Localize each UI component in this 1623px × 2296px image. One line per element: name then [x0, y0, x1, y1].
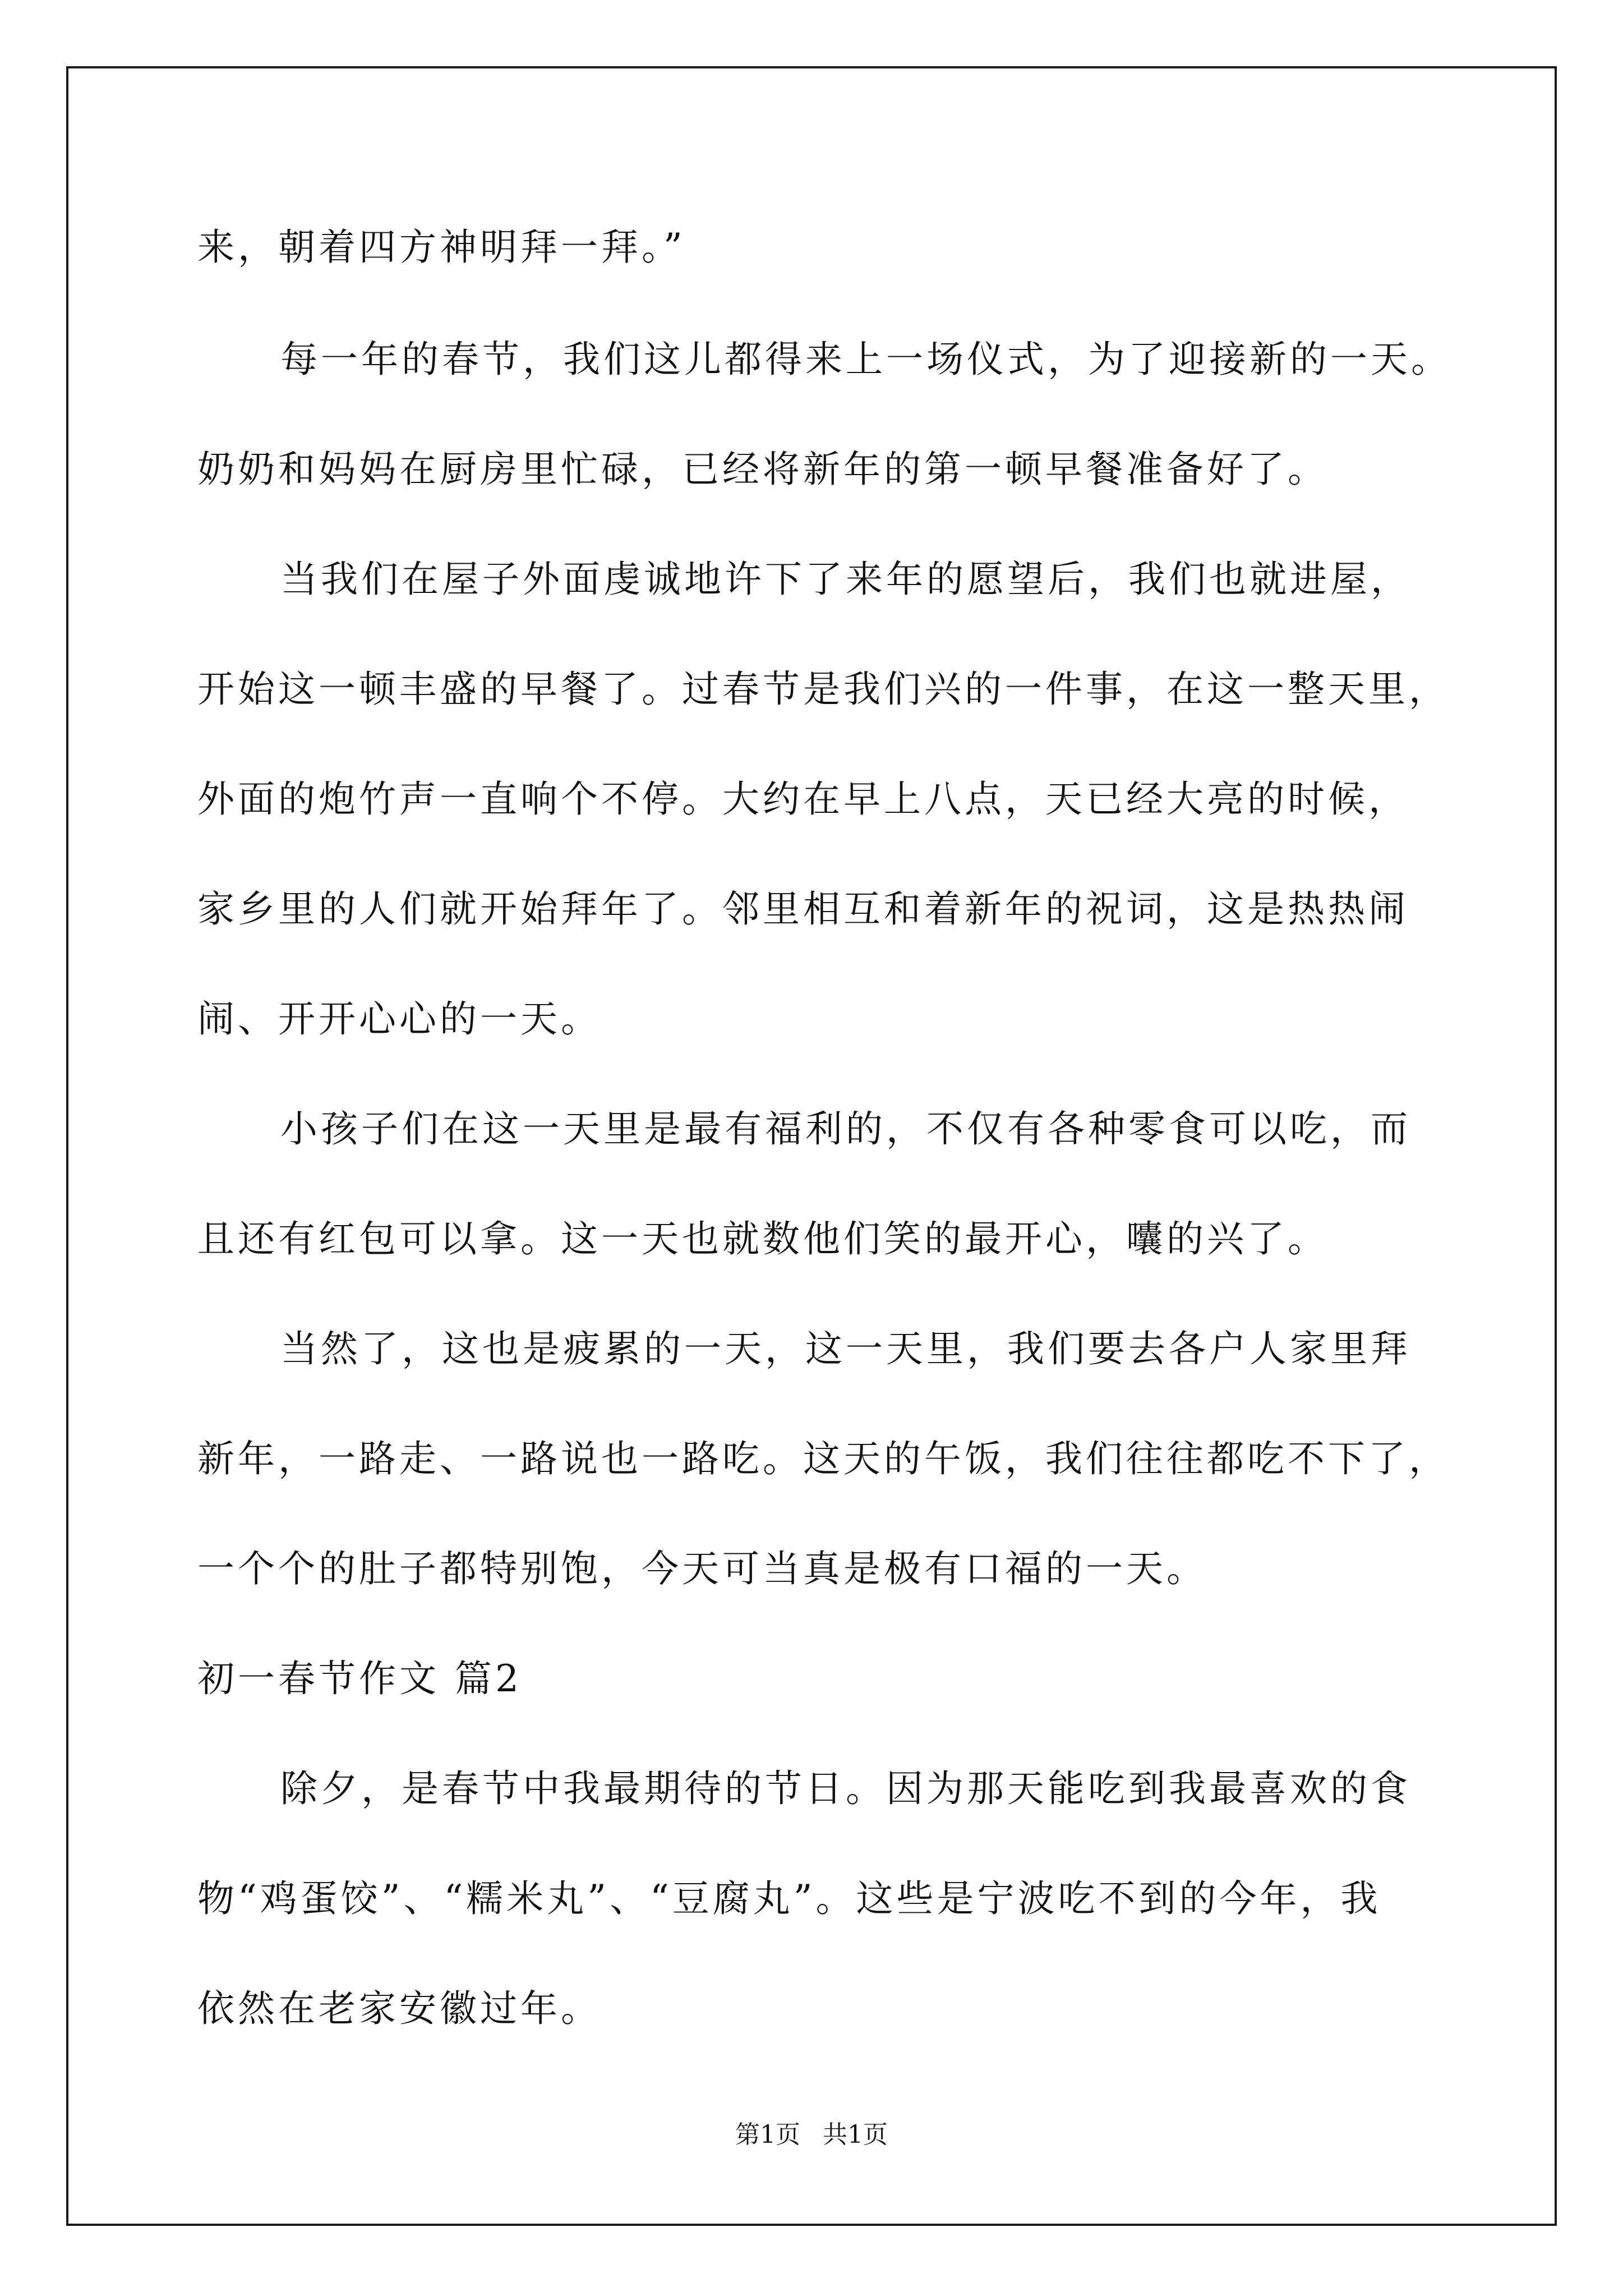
body-line-2: 每一年的春节，我们这儿都得来上一场仪式，为了迎接新的一天。	[280, 338, 1451, 381]
section-heading: 初一春节作文 篇2	[197, 1657, 522, 1700]
body-line-7: 家乡里的人们就开始拜年了。邻里相互和着新年的祝词，这是热热闹	[197, 887, 1409, 931]
page-footer	[0, 2118, 1623, 2152]
body-line-10: 且还有红包可以拿。这一天也就数他们笑的最开心，囔的兴了。	[197, 1217, 1328, 1260]
body-line-16: 物“鸡蛋饺”、“糯米丸”、“豆腐丸”。这些是宁波吃不到的今年，我	[197, 1877, 1381, 1920]
body-line-5: 开始这一顿丰盛的早餐了。过春节是我们兴的一件事，在这一整天里，	[197, 668, 1449, 711]
body-line-4: 当我们在屋子外面虔诚地许下了来年的愿望后，我们也就进屋，	[280, 558, 1411, 601]
body-line-11: 当然了，这也是疲累的一天，这一天里，我们要去各户人家里拜	[280, 1327, 1411, 1370]
page-number-label: 第1页	[735, 2120, 800, 2149]
body-line-12: 新年，一路走、一路说也一路吃。这天的午饭，我们往往都吃不下了，	[197, 1437, 1449, 1480]
body-line-6: 外面的炮竹声一直响个不停。大约在早上八点，天已经大亮的时候，	[197, 777, 1409, 821]
page-total-label: 共1页	[823, 2120, 888, 2149]
body-line-1: 来，朝着四方神明拜一拜。”	[197, 226, 686, 269]
body-line-17: 依然在老家安徽过年。	[197, 1987, 601, 2030]
body-line-8: 闹、开开心心的一天。	[197, 997, 601, 1041]
body-line-3: 奶奶和妈妈在厨房里忙碌，已经将新年的第一顿早餐准备好了。	[197, 448, 1328, 491]
body-line-15: 除夕，是春节中我最期待的节日。因为那天能吃到我最喜欢的食	[280, 1767, 1411, 1810]
body-line-13: 一个个的肚子都特别饱，今天可当真是极有口福的一天。	[197, 1547, 1207, 1590]
body-line-9: 小孩子们在这一天里是最有福利的，不仅有各种零食可以吃，而	[280, 1107, 1411, 1151]
